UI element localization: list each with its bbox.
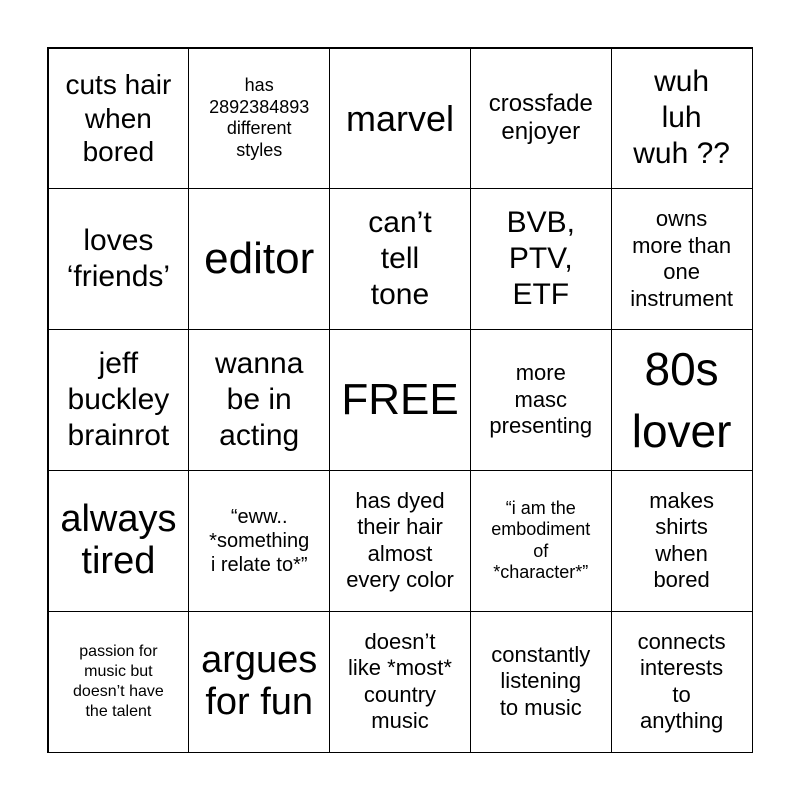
bingo-cell-text: wanna be in acting — [214, 346, 304, 452]
bingo-cell[interactable] — [470, 611, 612, 753]
bingo-cell-text: more masc presenting — [489, 360, 593, 439]
bingo-cell-text: crossfade enjoyer — [488, 89, 593, 146]
bingo-cell[interactable] — [48, 329, 190, 471]
bingo-cell[interactable] — [611, 48, 753, 190]
bingo-cell[interactable] — [611, 470, 753, 612]
bingo-cell-text: owns more than one instrument — [630, 206, 733, 311]
bingo-cell[interactable] — [188, 329, 330, 471]
bingo-cell[interactable] — [470, 188, 612, 330]
bingo-cell[interactable] — [470, 329, 612, 471]
bingo-cell[interactable] — [188, 470, 330, 612]
bingo-cell-text: cuts hair when bored — [65, 69, 172, 168]
bingo-cell-text: connects interests to anything — [637, 628, 726, 733]
bingo-cell-text: argues for fun — [201, 638, 318, 723]
bingo-cell[interactable] — [188, 611, 330, 753]
bingo-cell-text: makes shirts when bored — [649, 488, 714, 593]
bingo-cell[interactable] — [611, 188, 753, 330]
bingo-cell[interactable] — [329, 188, 471, 330]
bingo-cell[interactable] — [188, 48, 330, 190]
bingo-cell-text: wuh luh wuh ?? — [633, 65, 730, 171]
bingo-board — [47, 47, 753, 753]
bingo-cell-text: has dyed their hair almost every color — [346, 488, 454, 593]
bingo-cell-text: doesn’t like *most* country music — [348, 628, 452, 733]
bingo-cell-text: 80s lover — [631, 342, 732, 457]
bingo-cell-text: loves ‘friends’ — [66, 224, 171, 294]
bingo-cell-text: “i am the embodiment of *character*” — [491, 497, 591, 583]
bingo-cell[interactable] — [329, 611, 471, 753]
bingo-cell-text: can’t tell tone — [368, 206, 432, 312]
bingo-cell[interactable] — [329, 470, 471, 612]
free-space-cell[interactable] — [329, 329, 471, 471]
bingo-cell-text: jeff buckley brainrot — [67, 346, 170, 452]
bingo-cell[interactable] — [470, 48, 612, 190]
bingo-cell-text: constantly listening to music — [491, 642, 591, 720]
bingo-cell[interactable] — [329, 48, 471, 190]
bingo-cell-text: BVB, PTV, ETF — [506, 206, 575, 312]
bingo-cell[interactable] — [48, 611, 190, 753]
bingo-cell-text: has 2892384893 different styles — [209, 75, 310, 160]
bingo-cell-text: “eww.. *something i relate to*” — [209, 505, 310, 576]
bingo-cell[interactable] — [188, 188, 330, 330]
free-space-text: FREE — [341, 374, 459, 424]
bingo-cell[interactable] — [48, 470, 190, 612]
bingo-cell-text: always tired — [60, 497, 177, 582]
bingo-cell[interactable] — [611, 611, 753, 753]
bingo-cell[interactable] — [48, 188, 190, 330]
bingo-cell-text: passion for music but doesn’t have the talent — [73, 642, 164, 720]
bingo-cell-text: editor — [204, 233, 315, 283]
bingo-cell[interactable] — [470, 470, 612, 612]
bingo-cell[interactable] — [611, 329, 753, 471]
bingo-cell[interactable] — [48, 48, 190, 190]
bingo-cell-text: marvel — [345, 97, 454, 139]
